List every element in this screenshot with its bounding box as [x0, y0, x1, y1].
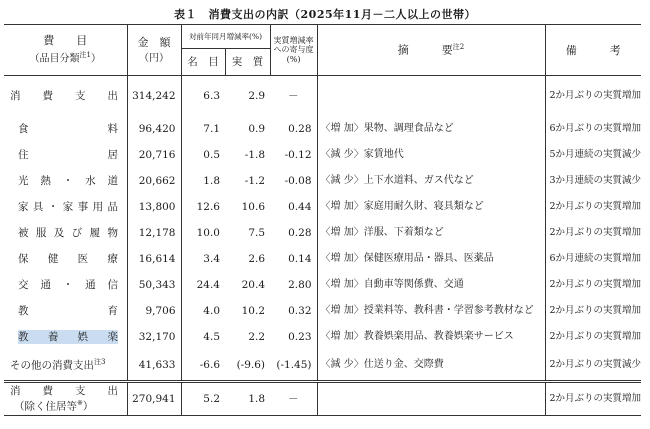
row-contrib: 0.28: [270, 116, 317, 142]
row-contrib: －: [270, 382, 317, 416]
row-contrib: 0.23: [270, 324, 317, 350]
row-desc-text: 自動車等関係費、交通: [363, 279, 464, 290]
row-nominal: 7.1: [203, 122, 220, 135]
row-name-line2-text: （除く住居等: [14, 400, 77, 413]
row-name-text: 被服及び履物: [18, 226, 118, 239]
row-name: [4, 116, 127, 142]
row-nominal: 5.2: [181, 382, 225, 416]
row-amount: 20,662: [127, 168, 181, 194]
header-item-sub-close: ）: [90, 53, 101, 65]
row-real: 20.4: [241, 278, 266, 291]
row-name-text: 交通・通信: [18, 278, 118, 291]
row-name: [4, 298, 127, 324]
row-desc-text: 果物、調理食品など: [363, 123, 454, 134]
row-amount: 270,941: [127, 382, 181, 416]
row-contrib: 2.80: [270, 272, 317, 298]
row-tag: 〈増 加〉: [320, 305, 364, 316]
header-item-sub-note: 注1: [79, 51, 91, 60]
table-row: [4, 246, 641, 272]
row-contrib: 0.44: [270, 194, 317, 220]
row-name-text: その他の消費支出: [10, 359, 94, 372]
row-desc: [317, 298, 545, 324]
row-amount: 12,178: [127, 220, 181, 246]
row-name: [4, 246, 127, 272]
table-row: [4, 298, 641, 324]
row-amount: 9,706: [127, 298, 181, 324]
row-name: [4, 194, 127, 220]
row-name-text: 教養娯楽: [18, 330, 118, 343]
row-desc-text: 家賃地代: [363, 149, 404, 160]
row-note: 2か月ぶりの実質増加: [549, 279, 642, 291]
row-tag: 〈増 加〉: [320, 201, 364, 212]
consumption-table: [4, 24, 641, 416]
row-note: 3か月連続の実質減少: [549, 175, 642, 187]
row-nominal: 6.3: [203, 89, 220, 102]
row-name-line1: [10, 386, 127, 397]
row-nominal: 24.4: [196, 278, 220, 291]
row-desc-text: 洋服、下着類など: [363, 227, 444, 238]
row-contrib: 0.32: [270, 298, 317, 324]
row-name-text: 住居: [18, 148, 118, 161]
row-amount: 96,420: [127, 116, 181, 142]
row-real: 7.5: [248, 226, 266, 239]
row-real: 1.8: [225, 382, 270, 416]
row-name: [4, 272, 127, 298]
row-real: 2.2: [248, 330, 266, 343]
header-summary-label: 摘 要: [397, 43, 453, 57]
row-real: -1.8: [244, 148, 266, 161]
header-item-sub-wrap: [4, 52, 127, 64]
table-row: [4, 76, 641, 117]
row-real: 10.6: [241, 200, 266, 213]
header-summary: [317, 25, 545, 76]
row-name-line1-text: 消費支出: [10, 385, 118, 398]
row-note: 2か月ぶりの実質増加: [549, 90, 642, 102]
row-name-text: 保健医療: [18, 252, 118, 265]
row-name-line2: [10, 400, 127, 412]
row-note: 5か月連続の実質減少: [549, 149, 642, 161]
header-row-1: [4, 25, 641, 49]
row-amount: 41,633: [127, 350, 181, 382]
row-desc: [317, 116, 545, 142]
row-desc-text: 上下水道料、ガス代など: [363, 175, 474, 186]
row-name-text: 教育: [18, 304, 118, 317]
row-nominal: 4.0: [203, 304, 220, 317]
row-tag: 〈減 少〉: [320, 359, 364, 370]
row-desc-text: 教養娯楽用品、教養娯楽サービス: [363, 331, 514, 342]
row-name-line2-close: ）: [82, 400, 94, 413]
row-tag: 〈増 加〉: [320, 123, 364, 134]
row-name: [4, 142, 127, 168]
row-amount: 13,800: [127, 194, 181, 220]
table-title: 表１ 消費支出の内訳（2025年11月－二人以上の世帯）: [174, 8, 476, 21]
row-amount: 20,716: [127, 142, 181, 168]
row-nominal: 12.6: [196, 200, 220, 213]
header-amount-unit: （円）: [139, 52, 169, 64]
table-row-excluding-housing: [4, 382, 641, 416]
header-real: 実 質: [225, 49, 270, 76]
row-note: 6か月連続の実質増加: [549, 253, 642, 265]
row-real: 0.9: [248, 122, 266, 135]
row-name-text: 消費支出: [10, 89, 118, 102]
header-item: [4, 25, 127, 76]
row-note: 2か月ぶりの実質増加: [549, 331, 642, 343]
row-contrib: -0.08: [270, 168, 317, 194]
row-note: 2か月ぶりの実質減少: [549, 359, 642, 371]
row-real: 2.9: [248, 89, 266, 102]
header-item-main: 費 目: [43, 34, 88, 48]
row-name-text: 食料: [18, 122, 118, 135]
row-desc: [317, 324, 545, 350]
row-contrib: (-1.45): [270, 350, 317, 382]
row-name: [4, 350, 127, 382]
row-desc: [317, 142, 545, 168]
row-tag: 〈増 加〉: [320, 253, 364, 264]
row-desc: [317, 382, 545, 416]
row-name-text: 家具・家事用品: [18, 200, 118, 213]
row-desc: [317, 246, 545, 272]
row-note: 2か月ぶりの実質増加: [549, 201, 642, 213]
row-note: 6か月ぶりの実質増加: [549, 123, 642, 135]
row-name: [4, 382, 127, 416]
header-contrib-text: 実質増減率への寄与度(%): [273, 35, 314, 64]
table-row: [4, 116, 641, 142]
row-desc: [317, 168, 545, 194]
header-item-sub: （品目分類: [29, 53, 80, 65]
table-row: [4, 350, 641, 382]
header-contrib: [270, 25, 317, 76]
header-nominal: 名 目: [181, 49, 225, 76]
row-nominal: 4.5: [203, 330, 220, 343]
row-contrib: 0.14: [270, 246, 317, 272]
row-name-note: 注3: [94, 358, 106, 366]
row-nominal: 10.0: [196, 226, 220, 239]
row-amount: 50,343: [127, 272, 181, 298]
row-desc-text: 保健医療用品・器具、医薬品: [363, 253, 494, 264]
row-tag: 〈増 加〉: [320, 331, 364, 342]
table-row: [4, 142, 641, 168]
row-nominal: 3.4: [203, 252, 220, 265]
row-tag: 〈減 少〉: [320, 175, 364, 186]
row-tag: 〈増 加〉: [320, 279, 364, 290]
table-row: [4, 220, 641, 246]
row-nominal: 1.8: [203, 174, 220, 187]
row-name: [4, 168, 127, 194]
table-row: [4, 168, 641, 194]
row-note: 2か月ぶりの実質増加: [549, 305, 642, 317]
row-contrib: -0.12: [270, 142, 317, 168]
row-desc: [317, 76, 545, 117]
row-real: (-9.6): [236, 358, 266, 371]
table-row: [4, 194, 641, 220]
row-desc-text: 仕送り金、交際費: [363, 359, 444, 370]
row-nominal: 0.5: [203, 148, 220, 161]
header-summary-note: 注2: [452, 43, 465, 52]
row-desc-text: 授業料等、教科書・学習参考教材など: [363, 305, 534, 316]
row-name: [4, 324, 127, 350]
header-amount: [127, 25, 181, 76]
table-row-highlighted: [4, 324, 641, 350]
row-tag: 〈減 少〉: [320, 149, 364, 160]
header-yoy-group: 対前年同月増減率(%): [181, 25, 270, 49]
table-row: [4, 272, 641, 298]
row-amount: 314,242: [127, 76, 181, 117]
row-real: -1.2: [244, 174, 266, 187]
row-name-text: 光熱・水道: [18, 174, 118, 187]
row-nominal: -6.6: [199, 358, 220, 371]
row-contrib: 0.28: [270, 220, 317, 246]
row-note: 2か月ぶりの実質増加: [545, 382, 641, 416]
row-name-line2-note: ※: [77, 398, 83, 407]
row-real: 10.2: [241, 304, 266, 317]
row-real: 2.6: [248, 252, 266, 265]
row-amount: 16,614: [127, 246, 181, 272]
row-desc: [317, 194, 545, 220]
row-desc: [317, 272, 545, 298]
row-desc: [317, 350, 545, 382]
row-amount: 32,170: [127, 324, 181, 350]
row-note: 2か月ぶりの実質増加: [549, 227, 642, 239]
header-remarks: 備 考: [545, 25, 641, 76]
row-contrib: －: [270, 76, 317, 117]
row-desc-text: 家庭用耐久財、寝具類など: [363, 201, 484, 212]
row-desc: [317, 220, 545, 246]
row-name: [4, 220, 127, 246]
row-name: [4, 76, 127, 117]
header-amount-main: 金 額: [137, 35, 171, 49]
row-tag: 〈増 加〉: [320, 227, 364, 238]
